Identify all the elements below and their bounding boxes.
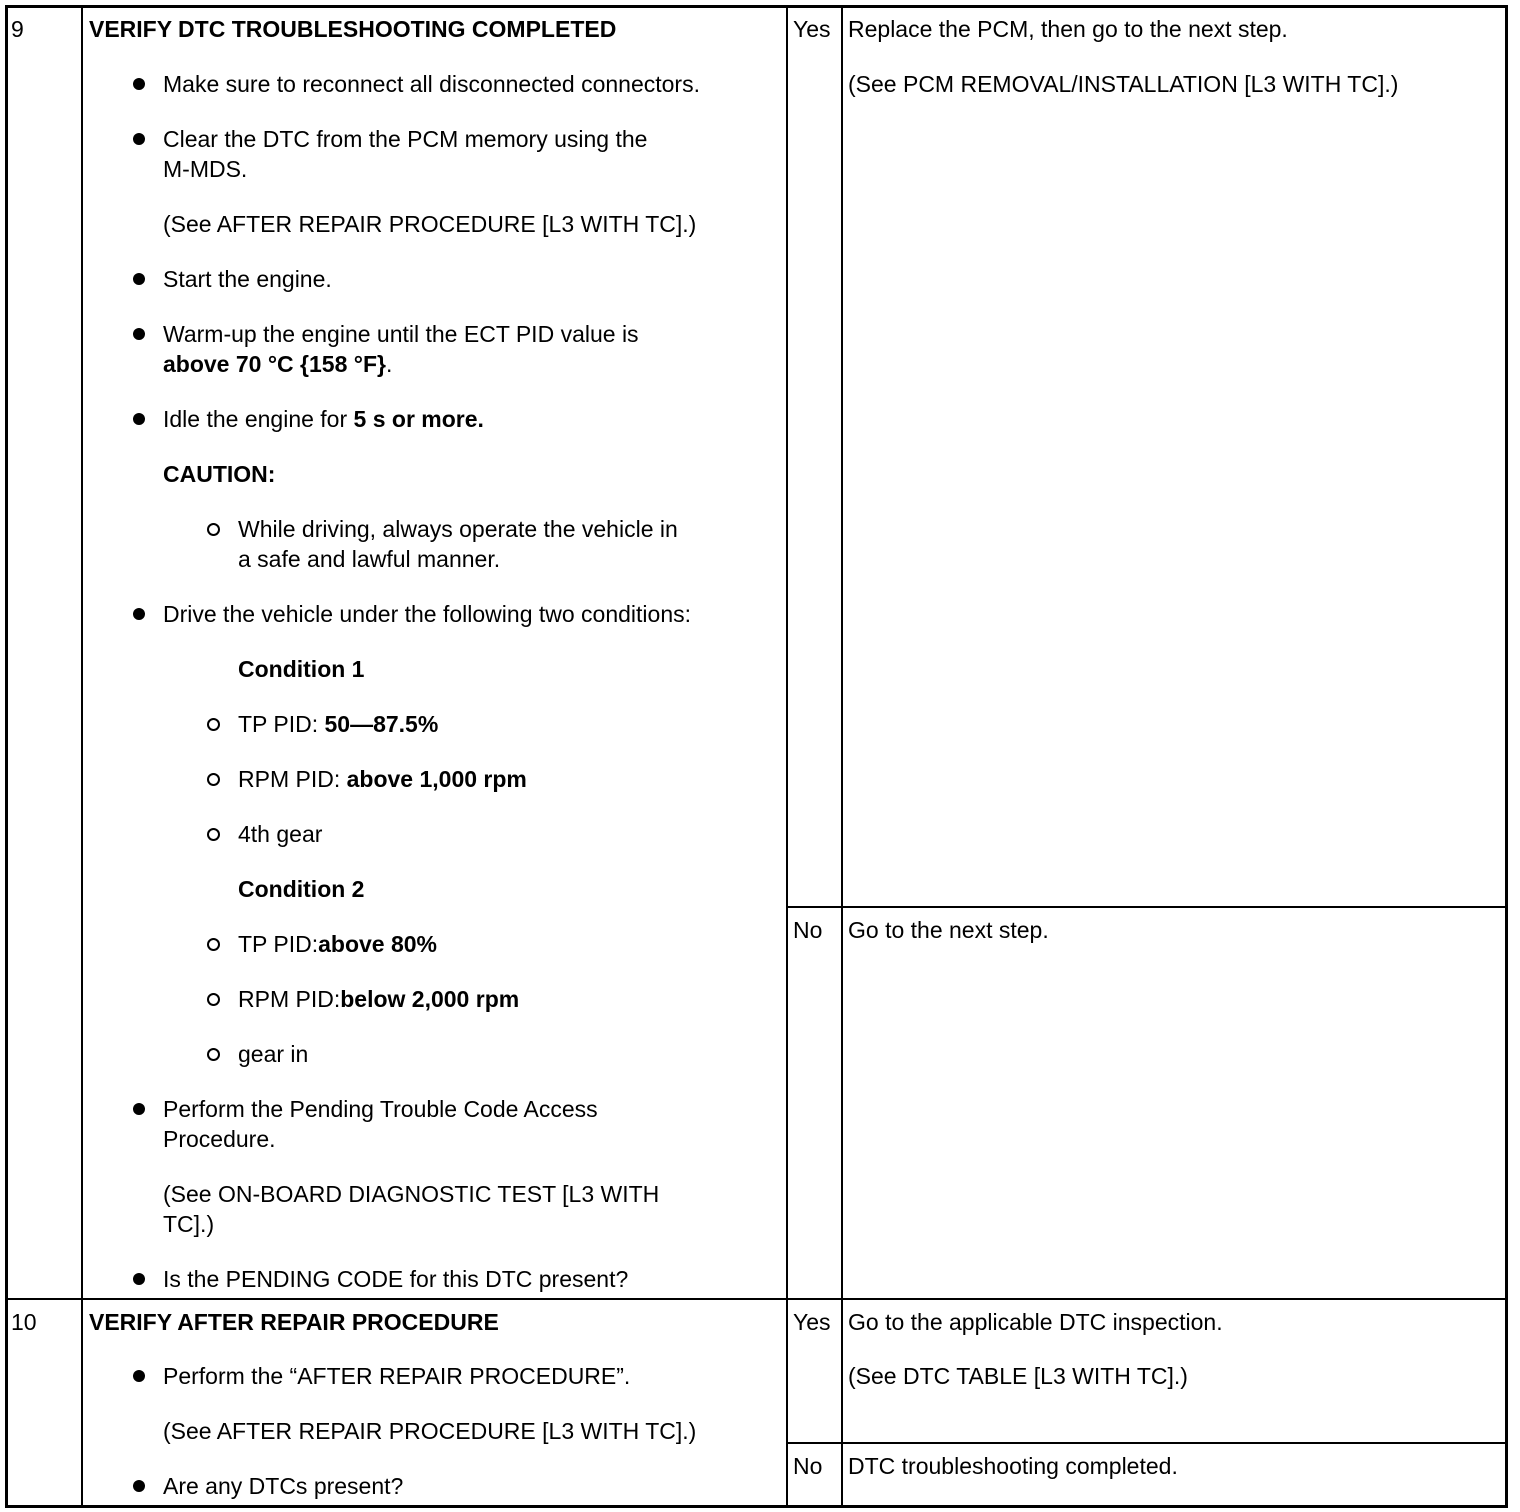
result-action: Go to the applicable DTC inspection. [848,1309,1223,1335]
condition-value: 50—87.5% [324,711,439,737]
condition-value: below 2,000 rpm [340,986,520,1012]
condition-item [238,929,437,959]
caution-heading: CAUTION: [163,461,276,487]
yes-label: Yes [793,16,831,42]
condition-heading: Condition 1 [238,656,365,682]
condition-item [238,984,519,1014]
instruction-text: Warm-up the engine until the ECT PID value is [163,321,639,347]
bullet-icon [133,133,145,145]
step-title: VERIFY AFTER REPAIR PROCEDURE [89,1309,499,1335]
instruction-text: Perform the “AFTER REPAIR PROCEDURE”. [163,1363,631,1389]
caution-text: While driving, always operate the vehicle in [238,516,678,542]
instruction-text: M-MDS. [163,156,248,182]
instruction-text: Clear the DTC from the PCM memory using the [163,126,648,152]
step-number: 9 [11,16,24,42]
bullet-icon [133,1370,145,1382]
bullet-icon [133,273,145,285]
step-title: VERIFY DTC TROUBLESHOOTING COMPLETED [89,16,617,42]
instruction-text [163,404,484,434]
condition-value: above 1,000 rpm [346,766,527,792]
condition-label: TP PID: [238,711,325,737]
sub-bullet-icon [207,1048,220,1061]
condition-heading: Condition 2 [238,876,365,902]
condition-label: TP PID: [238,931,319,957]
column-divider [786,5,788,1508]
sub-bullet-icon [207,523,220,536]
condition-label: RPM PID: [238,986,341,1012]
column-divider [81,5,83,1508]
punctuation: . [385,351,393,377]
emphasis-text: 5 s or more. [353,406,484,432]
subrow-divider [786,1442,1508,1444]
bullet-icon [133,1480,145,1492]
no-label: No [793,917,823,943]
emphasis-text: above 70 °C {158 °F} [163,351,386,377]
question-text: Is the PENDING CODE for this DTC present? [163,1266,629,1292]
bullet-icon [133,1103,145,1115]
condition-item: 4th gear [238,821,323,847]
caution-text: a safe and lawful manner. [238,546,501,572]
instruction-text: Drive the vehicle under the following two conditions: [163,601,692,627]
row-divider [5,1298,1508,1300]
result-reference: (See DTC TABLE [L3 WITH TC].) [848,1363,1188,1389]
question-text: Are any DTCs present? [163,1473,404,1499]
step-number: 10 [11,1309,37,1335]
condition-item: gear in [238,1041,309,1067]
instruction-text [163,349,392,379]
condition-item [238,709,438,739]
reference-text: (See ON-BOARD DIAGNOSTIC TEST [L3 WITH [163,1181,660,1207]
instruction-text: Make sure to reconnect all disconnected connectors. [163,71,700,97]
yes-label: Yes [793,1309,831,1335]
result-action: Go to the next step. [848,917,1049,943]
sub-bullet-icon [207,718,220,731]
bullet-icon [133,78,145,90]
result-action: Replace the PCM, then go to the next step. [848,16,1288,42]
sub-bullet-icon [207,993,220,1006]
instruction-prefix: Idle the engine for [163,406,354,432]
result-action: DTC troubleshooting completed. [848,1453,1178,1479]
bullet-icon [133,413,145,425]
column-divider [841,5,843,1508]
reference-text: (See AFTER REPAIR PROCEDURE [L3 WITH TC].) [163,1418,697,1444]
sub-bullet-icon [207,938,220,951]
bullet-icon [133,608,145,620]
instruction-text: Procedure. [163,1126,276,1152]
sub-bullet-icon [207,828,220,841]
condition-label: RPM PID: [238,766,347,792]
no-label: No [793,1453,823,1479]
condition-value: above 80% [318,931,438,957]
condition-item [238,764,527,794]
bullet-icon [133,1273,145,1285]
reference-text: (See AFTER REPAIR PROCEDURE [L3 WITH TC].) [163,211,697,237]
result-reference: (See PCM REMOVAL/INSTALLATION [L3 WITH TC].) [848,71,1399,97]
bullet-icon [133,328,145,340]
instruction-text: Perform the Pending Trouble Code Access [163,1096,598,1122]
subrow-divider [786,906,1508,908]
sub-bullet-icon [207,773,220,786]
instruction-text: Start the engine. [163,266,332,292]
reference-text: TC].) [163,1211,215,1237]
